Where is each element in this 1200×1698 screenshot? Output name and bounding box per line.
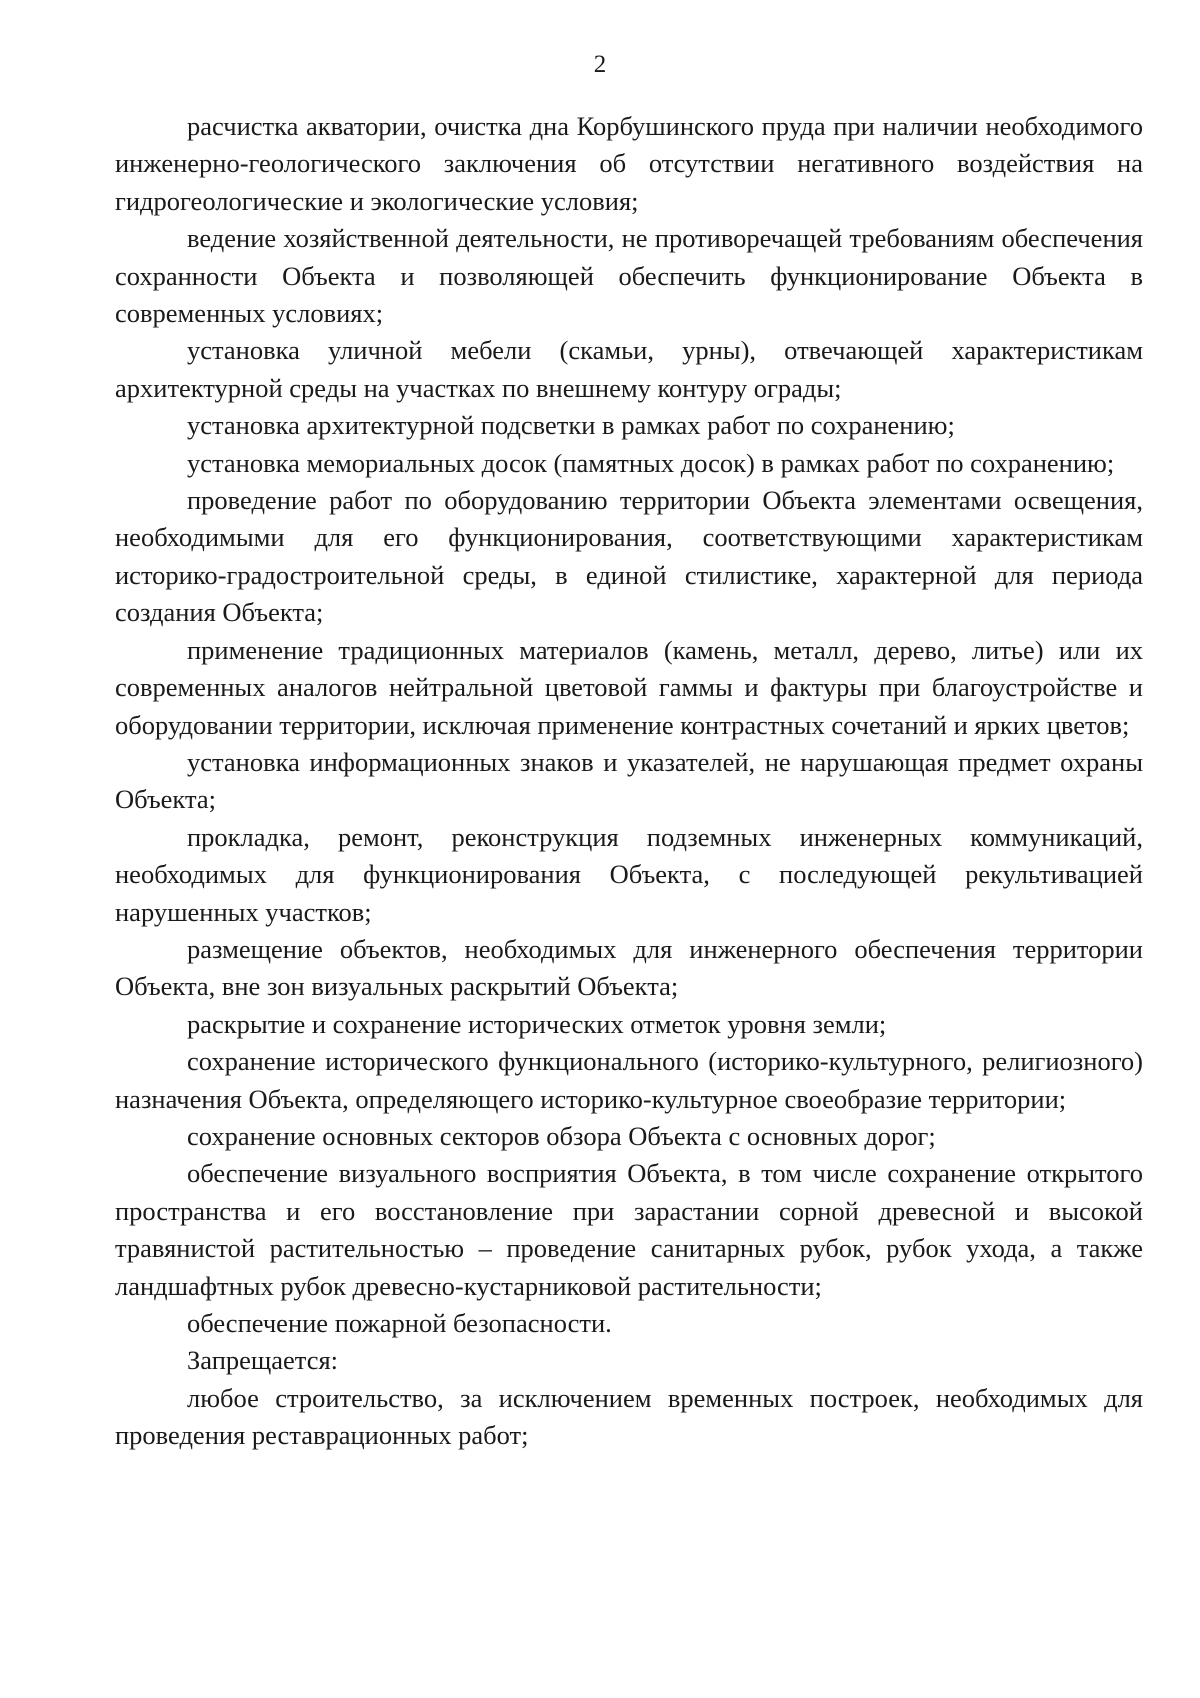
paragraph-construction-ban: любое строительство, за исключением временных построек, необходимых для проведения реставрационных работ;	[115, 1382, 1143, 1451]
paragraph-pond-clearing: расчистка акватории, очистка дна Корбушинского пруда при наличии необходимого инженерно-геологического заключения об отсутствии негативного воздействия на гидрогеологические и экологические условия;	[115, 111, 1143, 216]
paragraph-fire-safety: обеспечение пожарной безопасности.	[187, 1308, 612, 1338]
paragraph-architectural-lighting: установка архитектурной подсветки в рамках работ по сохранению;	[187, 410, 955, 441]
paragraph-street-furniture: установка уличной мебели (скамьи, урны), отвечающей характеристикам архитектурной среды на участках по внешнему контуру ограды;	[115, 335, 1143, 403]
page-number: 2	[593, 51, 607, 78]
paragraph-historical-function: сохранение исторического функционального (историко-культурного, религиозного) назначения Объекта, определяющего историко-культурное своеобразие территории;	[115, 1046, 1143, 1114]
paragraph-visual-perception: обеспечение визуального восприятия Объекта, в том числе сохранение открытого пространства и его восстановление при зарастании сорной древесной и высокой травянистой растительностью – проведение санитарных рубок, рубок ухода, а также ландшафтных рубок древесно-кустарниковой растительности;	[115, 1158, 1143, 1301]
paragraph-engineering-objects: размещение объектов, необходимых для инженерного обеспечения территории Объекта, вне зон визуальных раскрытий Объекта;	[115, 933, 1143, 1002]
paragraph-underground-utilities: прокладка, ремонт, реконструкция подземных инженерных коммуникаций, необходимых для функционирования Объекта, с последующей рекультивацией нарушенных участков;	[115, 821, 1143, 927]
paragraph-view-sectors: сохранение основных секторов обзора Объекта с основных дорог;	[187, 1120, 936, 1151]
paragraph-information-signs: установка информационных знаков и указателей, не нарушающая предмет охраны Объекта;	[115, 746, 1143, 815]
paragraph-memorial-plaques: установка мемориальных досок (памятных досок) в рамках работ по сохранению;	[187, 447, 1115, 478]
paragraph-lighting-equipment: проведение работ по оборудованию территории Объекта элементами освещения, необходимыми для его функционирования, соответствующими характеристикам историко-градостроительной среды, в единой стилистике, характерной для периода создания Объекта;	[115, 485, 1143, 628]
prohibitions-heading: Запрещается:	[187, 1345, 339, 1376]
paragraph-traditional-materials: применение традиционных материалов (камень, металл, дерево, литье) или их современных аналогов нейтральной цветовой гаммы и фактуры при благоустройстве и оборудовании территории, исключая применение контрастных сочетаний и ярких цветов;	[115, 634, 1143, 740]
paragraph-economic-activity: ведение хозяйственной деятельности, не противоречащей требованиям обеспечения сохранности Объекта и позволяющей обеспечить функционирование Объекта в современных условиях;	[115, 223, 1143, 329]
paragraph-ground-levels: раскрытие и сохранение исторических отметок уровня земли;	[187, 1008, 887, 1039]
document-body	[115, 108, 1143, 1455]
